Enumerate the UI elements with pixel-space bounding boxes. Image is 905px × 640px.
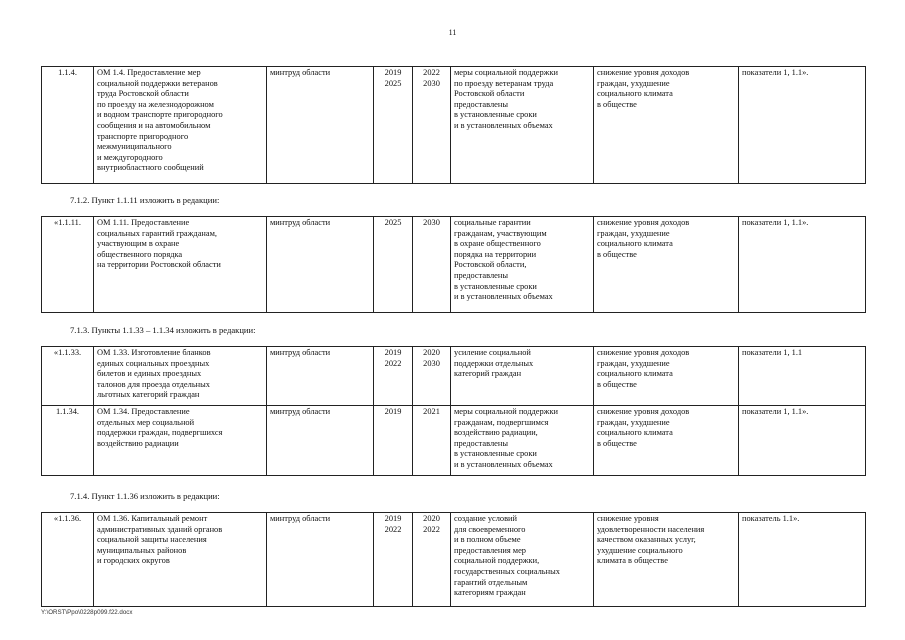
start-year: 2019 (374, 406, 413, 476)
end-year: 2030 (413, 217, 451, 313)
row-number: «1.1.36. (42, 513, 94, 607)
measure-name: ОМ 1.33. Изготовление бланков единых социальных проездных билетов и единых проездных талонов для проезда отдельных льготных категорий граждан (94, 347, 267, 406)
table-section-4 (41, 512, 866, 607)
start-year: 2019 2022 (374, 347, 413, 406)
expected-result: меры социальной поддержки по проезду ветеранам труда Ростовской области предоставлены в установленные сроки и в установленных объемах (451, 67, 594, 184)
start-year: 2025 (374, 217, 413, 313)
consequence: снижение уровня доходов граждан, ухудшение социального климата в обществе (594, 217, 739, 313)
executor: минтруд области (267, 347, 374, 406)
table-row (42, 217, 866, 313)
end-year: 2022 2030 (413, 67, 451, 184)
indicators: показатели 1, 1.1». (739, 406, 866, 476)
table-section-3 (41, 346, 866, 476)
section-heading: 7.1.2. Пункт 1.1.11 изложить в редакции: (70, 195, 220, 205)
end-year: 2020 2030 (413, 347, 451, 406)
consequence: снижение уровня удовлетворенности населения качеством оказанных услуг, ухудшение социального климата в обществе (594, 513, 739, 607)
indicators: показатели 1, 1.1». (739, 217, 866, 313)
start-year: 2019 2025 (374, 67, 413, 184)
section-heading: 7.1.3. Пункты 1.1.33 – 1.1.34 изложить в редакции: (70, 325, 256, 335)
measure-name: ОМ 1.11. Предоставление социальных гарантий гражданам, участвующим в охране общественного порядка на территории Ростовской области (94, 217, 267, 313)
indicators: показатель 1.1». (739, 513, 866, 607)
consequence: снижение уровня доходов граждан, ухудшение социального климата в обществе (594, 406, 739, 476)
page-number: 11 (448, 28, 457, 37)
indicators: показатели 1, 1.1». (739, 67, 866, 184)
table-row (42, 406, 866, 476)
consequence: снижение уровня доходов граждан, ухудшение социального климата в обществе (594, 67, 739, 184)
consequence: снижение уровня доходов граждан, ухудшение социального климата в обществе (594, 347, 739, 406)
document-file-path: Y:\ORST\Ppo\0228p099.f22.docx (41, 609, 133, 616)
table-section-1 (41, 66, 866, 184)
measure-name: ОМ 1.36. Капитальный ремонт административных зданий органов социальной защиты населения муниципальных районов и городских округов (94, 513, 267, 607)
end-year: 2021 (413, 406, 451, 476)
expected-result: усиление социальной поддержки отдельных категорий граждан (451, 347, 594, 406)
expected-result: меры социальной поддержки гражданам, подвергшимся воздействию радиации, предоставлены в установленные сроки и в установленных объемах (451, 406, 594, 476)
row-number: 1.1.4. (42, 67, 94, 184)
executor: минтруд области (267, 406, 374, 476)
end-year: 2020 2022 (413, 513, 451, 607)
expected-result: создание условий для своевременного и в полном объеме предоставления мер социальной поддержки, государственных социальных гарантий отдельным категориям граждан (451, 513, 594, 607)
measure-name: ОМ 1.34. Предоставление отдельных мер социальной поддержки граждан, подвергшихся воздействию радиации (94, 406, 267, 476)
row-number: «1.1.33. (42, 347, 94, 406)
start-year: 2019 2022 (374, 513, 413, 607)
table-row (42, 67, 866, 184)
row-number: 1.1.34. (42, 406, 94, 476)
indicators: показатели 1, 1.1 (739, 347, 866, 406)
table-section-2 (41, 216, 866, 313)
row-number: «1.1.11. (42, 217, 94, 313)
executor: минтруд области (267, 217, 374, 313)
table-row (42, 347, 866, 406)
measure-name: ОМ 1.4. Предоставление мер социальной поддержки ветеранов труда Ростовской области по проезду на железнодорожном и водном транспорте пригородного сообщения и на автомобильном транспорте пригородного межмуниципального и междугородного внутриобластного сообщений (94, 67, 267, 184)
expected-result: социальные гарантии гражданам, участвующим в охране общественного порядка на территории Ростовской области, предоставлены в установленные сроки и в установленных объемах (451, 217, 594, 313)
section-heading: 7.1.4. Пункт 1.1.36 изложить в редакции: (70, 491, 220, 501)
executor: минтруд области (267, 67, 374, 184)
table-row (42, 513, 866, 607)
executor: минтруд области (267, 513, 374, 607)
